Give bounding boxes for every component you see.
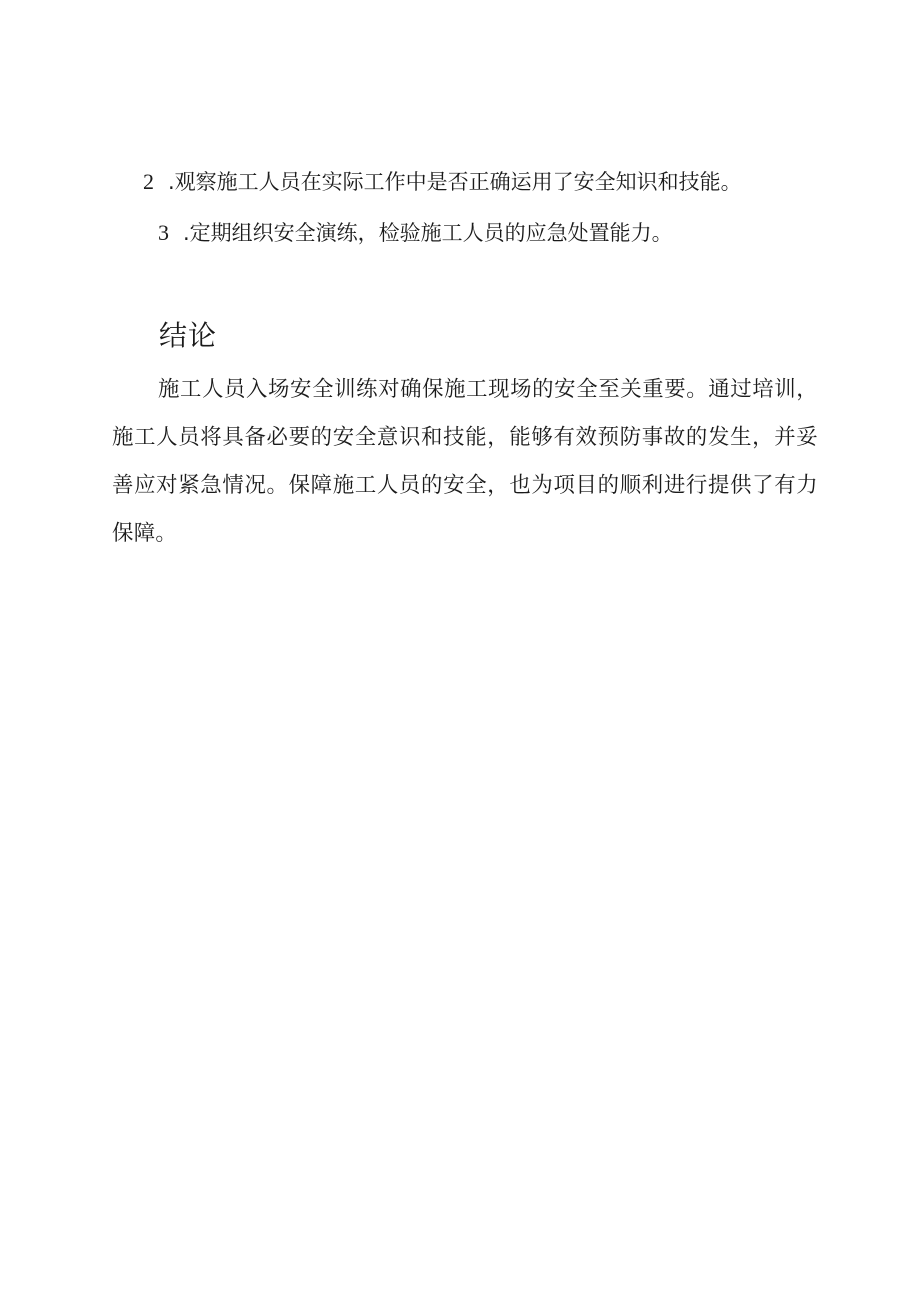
- list-item: [158, 218, 673, 248]
- list-item-text: .定期组织安全演练，检验施工人员的应急处置能力。: [183, 221, 673, 245]
- conclusion-heading: 结论: [159, 319, 218, 352]
- list-item-number: 2: [143, 169, 154, 194]
- conclusion-paragraph: 施工人员入场安全训练对确保施工现场的安全至关重要。通过培训，施工人员将具备必要的安全意识和技能，能够有效预防事故的发生，并妥善应对紧急情况。保障施工人员的安全，也为项目的顺利进行提供了有力保障。: [112, 377, 818, 546]
- list-item: [143, 167, 742, 197]
- list-item-text: .观察施工人员在实际工作中是否正确运用了安全知识和技能。: [168, 170, 742, 194]
- list-item-number: 3: [158, 220, 169, 245]
